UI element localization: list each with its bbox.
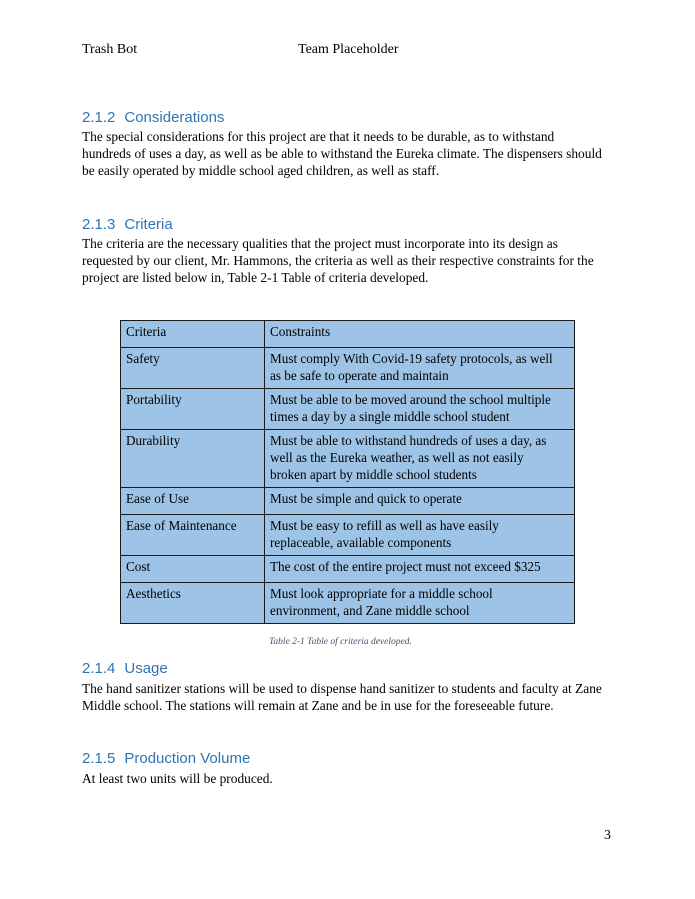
section-heading-considerations [82,109,224,126]
criteria-cell: Cost [121,556,265,583]
constraint-line: Must comply With Covid-19 safety protocols, as well [270,351,553,366]
header-project-name: Trash Bot [82,42,138,57]
section-heading-usage [82,660,168,677]
section-heading-criteria [82,216,173,233]
section-number: 2.1.5 [82,750,116,767]
table-row [121,348,575,389]
constraint-line: Must be able to be moved around the school multiple [270,392,551,407]
criteria-table [120,320,575,624]
constraint-cell [265,515,575,556]
criteria-cell: Durability [121,430,265,488]
table-row [121,583,575,624]
table-row [121,556,575,583]
criteria-cell: Ease of Use [121,488,265,515]
constraint-line: Must be able to withstand hundreds of uses a day, as [270,433,547,448]
criteria-cell: Ease of Maintenance [121,515,265,556]
paragraph-line: project are listed below in, Table 2-1 Table of criteria developed. [82,270,429,285]
constraint-cell [265,556,575,583]
section-heading-production-volume [82,750,250,767]
section-number: 2.1.4 [82,660,116,677]
constraint-line: The cost of the entire project must not exceed $325 [270,559,541,574]
section-title: Production Volume [124,750,251,767]
criteria-paragraph [82,235,617,286]
table-row [121,488,575,515]
constraint-line: times a day by a single middle school student [270,409,510,424]
section-number: 2.1.3 [82,216,116,233]
criteria-cell: Safety [121,348,265,389]
column-header-criteria: Criteria [121,321,265,348]
constraint-line: as be safe to operate and maintain [270,368,449,383]
constraint-line: well as the Eureka weather, as well as not easily [270,450,524,465]
section-title: Usage [124,660,168,677]
table-caption: Table 2-1 Table of criteria developed. [269,637,412,647]
constraint-line: Must be easy to refill as well as have easily [270,518,499,533]
table-header-row [121,321,575,348]
considerations-paragraph [82,128,617,179]
constraint-cell [265,389,575,430]
table-row [121,389,575,430]
constraint-line: replaceable, available components [270,535,452,550]
constraint-cell [265,348,575,389]
table-row [121,515,575,556]
paragraph-line: The hand sanitizer stations will be used to dispense hand sanitizer to students and faculty at Zane [82,681,602,696]
paragraph-line: hundreds of uses a day, as well as be able to withstand the Eureka climate. The dispensers should [82,146,602,161]
section-number: 2.1.2 [82,109,116,126]
paragraph-line: At least two units will be produced. [82,771,273,786]
usage-paragraph [82,680,617,714]
constraint-line: Must look appropriate for a middle school [270,586,493,601]
production-volume-paragraph [82,770,617,787]
paragraph-line: Middle school. The stations will remain at Zane and be in use for the foreseeable future. [82,698,554,713]
constraint-line: Must be simple and quick to operate [270,491,462,506]
criteria-cell: Portability [121,389,265,430]
paragraph-line: be easily operated by middle school aged children, as well as staff. [82,163,440,178]
paragraph-line: The special considerations for this project are that it needs to be durable, as to withstand [82,129,555,144]
table-row [121,430,575,488]
section-title: Considerations [124,109,225,126]
section-title: Criteria [124,216,173,233]
column-header-constraints: Constraints [265,321,575,348]
constraint-line: broken apart by middle school students [270,467,477,482]
constraint-cell [265,583,575,624]
header-team-name: Team Placeholder [298,42,399,57]
constraint-cell [265,488,575,515]
criteria-cell: Aesthetics [121,583,265,624]
paragraph-line: The criteria are the necessary qualities that the project must incorporate into its design as [82,236,558,251]
page-number: 3 [604,828,611,843]
constraint-line: environment, and Zane middle school [270,603,470,618]
constraint-cell [265,430,575,488]
paragraph-line: requested by our client, Mr. Hammons, the criteria as well as their respective constraints for the [82,253,594,268]
